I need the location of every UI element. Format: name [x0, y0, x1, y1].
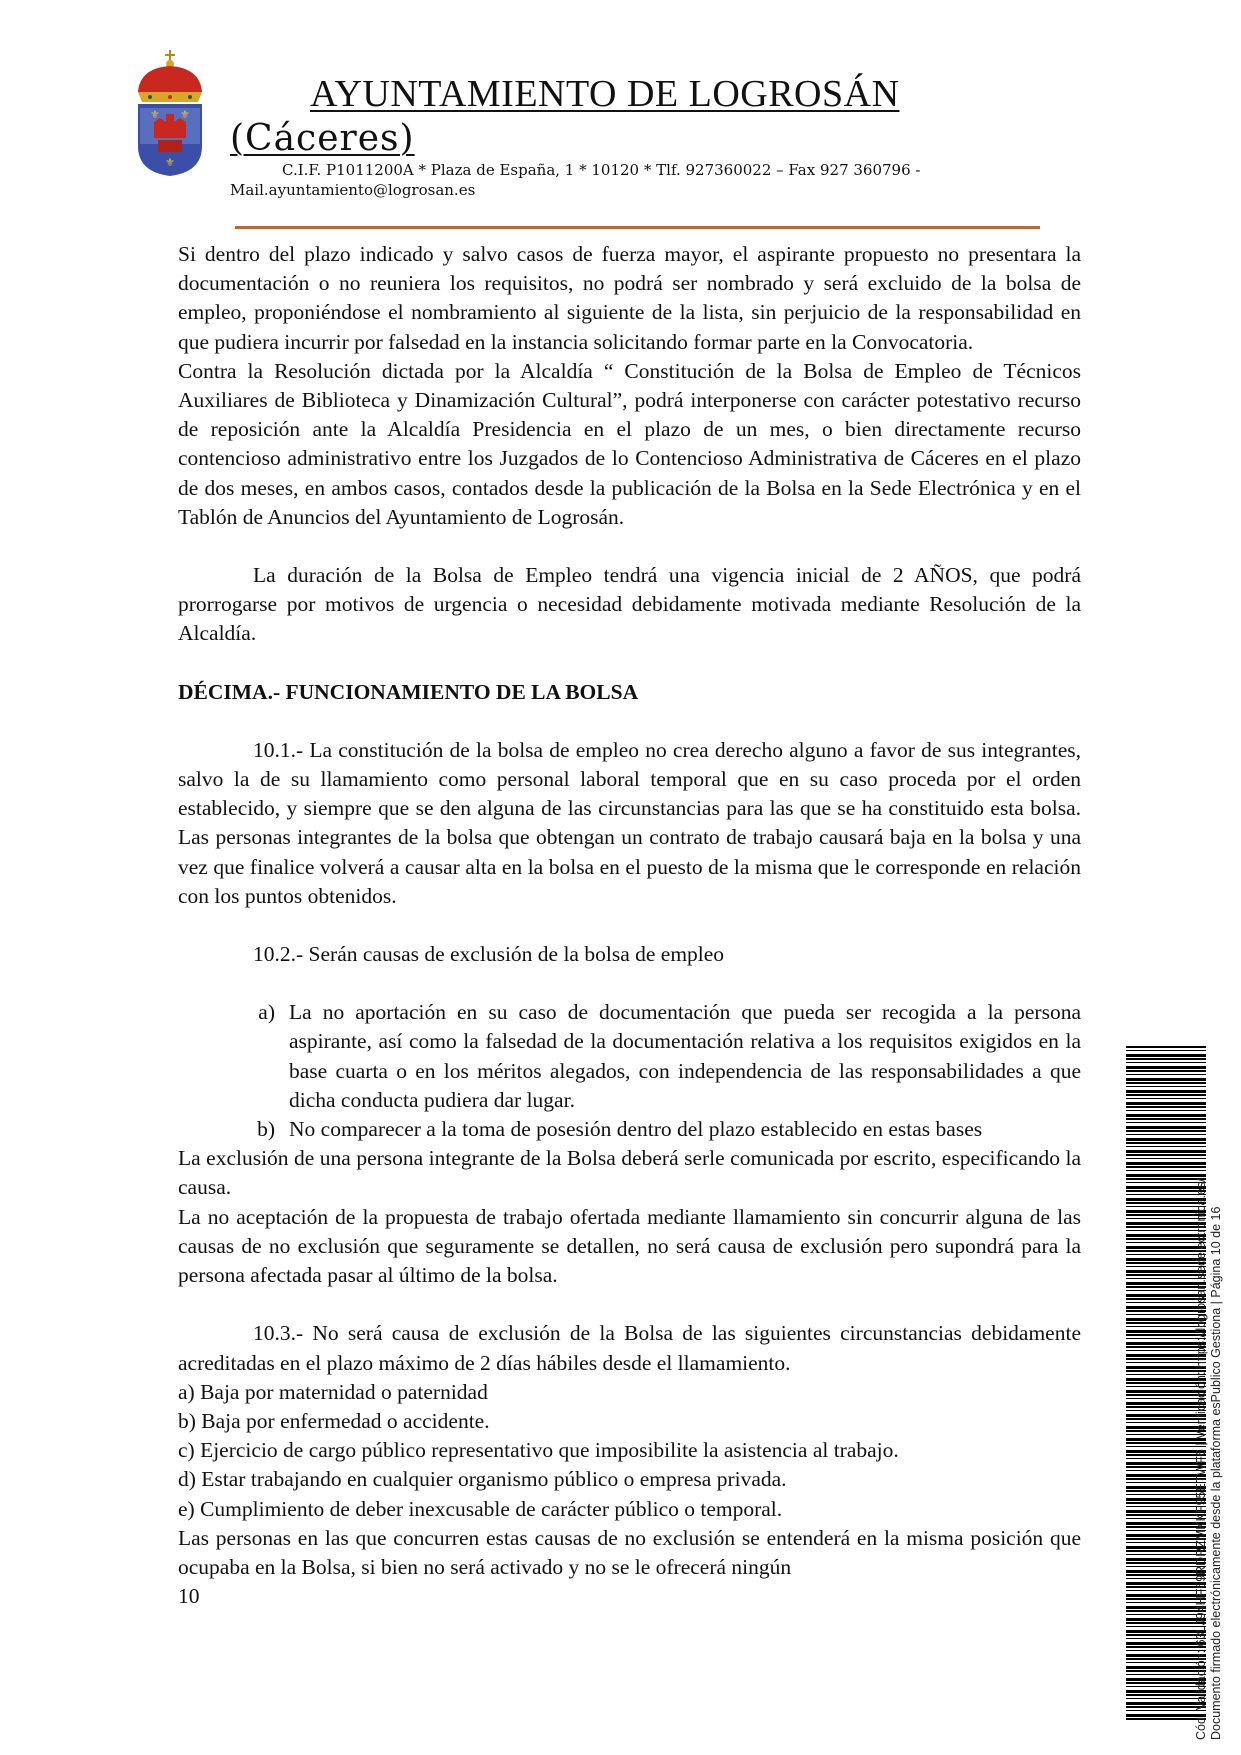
list-marker: a)	[258, 1000, 275, 1025]
verification-line: Cód. Validación: 63LJ94HF69RDRZMKKF95ETWF6 | Verificación: https://logrosan.sedelectronica.es/	[1194, 1178, 1208, 1740]
list-item	[178, 998, 1081, 1115]
list-item: d) Estar trabajando en cualquier organismo público o empresa privada.	[178, 1467, 787, 1492]
page-subtitle: (Cáceres)	[230, 118, 415, 159]
document-body	[178, 240, 1081, 1611]
list-item: b) Baja por enfermedad o accidente.	[178, 1408, 490, 1433]
paragraph: La exclusión de una persona integrante de la Bolsa deberá serle comunicada por escrito, especificando la causa.	[178, 1146, 1081, 1200]
paragraph: 10.2.- Serán causas de exclusión de la bolsa de empleo	[253, 942, 725, 967]
list-item	[178, 1115, 1081, 1144]
paragraph: Las personas en las que concurren estas causas de no exclusión se entenderá en la misma posición que ocupaba en la Bolsa, si bien no será activado y no se le ofrecerá ningún	[178, 1525, 1081, 1579]
paragraph: Si dentro del plazo indicado y salvo casos de fuerza mayor, el aspirante propuesto no presentara la documentación o no reuniera los requisitos, no podrá ser nombrado y será excluido de la bolsa de empleo, proponiéndose el nombramiento al siguiente de la lista, sin perjuicio de la responsabilidad en que pudiera incurrir por falsedad en la instancia solicitando formar parte en la Convocatoria.	[178, 242, 1081, 354]
list-item: a) Baja por maternidad o paternidad	[178, 1379, 488, 1404]
verification-stamp	[1194, 1100, 1224, 1740]
svg-text:⚜: ⚜	[165, 156, 175, 169]
section-heading: DÉCIMA.- FUNCIONAMIENTO DE LA BOLSA	[178, 679, 639, 704]
list-item: e) Cumplimiento de deber inexcusable de carácter público o temporal.	[178, 1496, 783, 1521]
header-divider	[235, 226, 1040, 229]
page-title: AYUNTAMIENTO DE LOGROSÁN	[310, 73, 900, 115]
paragraph: 10.3.- No será causa de exclusión de la Bolsa de las siguientes circunstancias debidamente acreditadas en el plazo máximo de 2 días hábiles desde el llamamiento.	[178, 1321, 1081, 1375]
svg-text:⚜: ⚜	[150, 108, 160, 121]
svg-text:⚜: ⚜	[180, 108, 190, 121]
mail-line: Mail.ayuntamiento@logrosan.es	[230, 181, 476, 199]
list-marker: b)	[257, 1117, 275, 1142]
list-item-text: La no aportación en su caso de documentación que pueda ser recogida a la persona aspirante, así como la falsedad de la documentación relativa a los requisitos exigidos en la base cuarta o en los méritos alegados, con independencia de las responsabilidades a que dicha conducta pudiera dar lugar.	[289, 1000, 1081, 1112]
paragraph: La duración de la Bolsa de Empleo tendrá una vigencia inicial de 2 AÑOS, que podrá prorrogarse por motivos de urgencia o necesidad debidamente motivada mediante Resolución de la Alcaldía.	[178, 563, 1081, 646]
coat-of-arms-icon	[132, 48, 208, 178]
paragraph: Contra la Resolución dictada por la Alcaldía “ Constitución de la Bolsa de Empleo de Técnicos Auxiliares de Biblioteca y Dinamización Cultural”, podrá interponerse con carácter potestativo recurso de reposición ante la Alcaldía Presidencia en el plazo de un mes, o bien directamente recurso contencioso administrativo entre los Juzgados de lo Contencioso Administrativa de Cáceres en el plazo de dos meses, en ambos casos, contados desde la publicación de la Bolsa en la Sede Electrónica y en el Tablón de Anuncios del Ayuntamiento de Logrosán.	[178, 358, 1081, 529]
contact-line: C.I.F. P1011200A * Plaza de España, 1 * 10120 * Tlf. 927360022 – Fax 927 360796 -	[282, 161, 921, 179]
page-number: 10	[178, 1584, 200, 1609]
list-item-text: No comparecer a la toma de posesión dentro del plazo establecido en estas bases	[289, 1117, 983, 1142]
paragraph: La no aceptación de la propuesta de trabajo ofertada mediante llamamiento sin concurrir alguna de las causas de no exclusión que seguramente se detallen, no será causa de exclusión pero supondrá para la persona afectada pasar al último de la bolsa.	[178, 1204, 1081, 1288]
paragraph: 10.1.- La constitución de la bolsa de empleo no crea derecho alguno a favor de sus integrantes, salvo la de su llamamiento como personal laboral temporal que en su caso proceda por el orden establecido, y siempre que se den alguna de las circunstancias para las que se ha constituido esta bolsa. Las personas integrantes de la bolsa que obtengan un contrato de trabajo causará baja en la bolsa y una vez que finalice volverá a causar alta en la bolsa en el puesto de la misma que le corresponde en relación con los puntos obtenidos.	[178, 737, 1081, 908]
list-item: c) Ejercicio de cargo público representativo que imposibilite la asistencia al trabajo.	[178, 1438, 899, 1463]
verification-line: Documento firmado electrónicamente desde la plataforma esPublico Gestiona | Página 10 de 16	[1209, 1206, 1223, 1740]
